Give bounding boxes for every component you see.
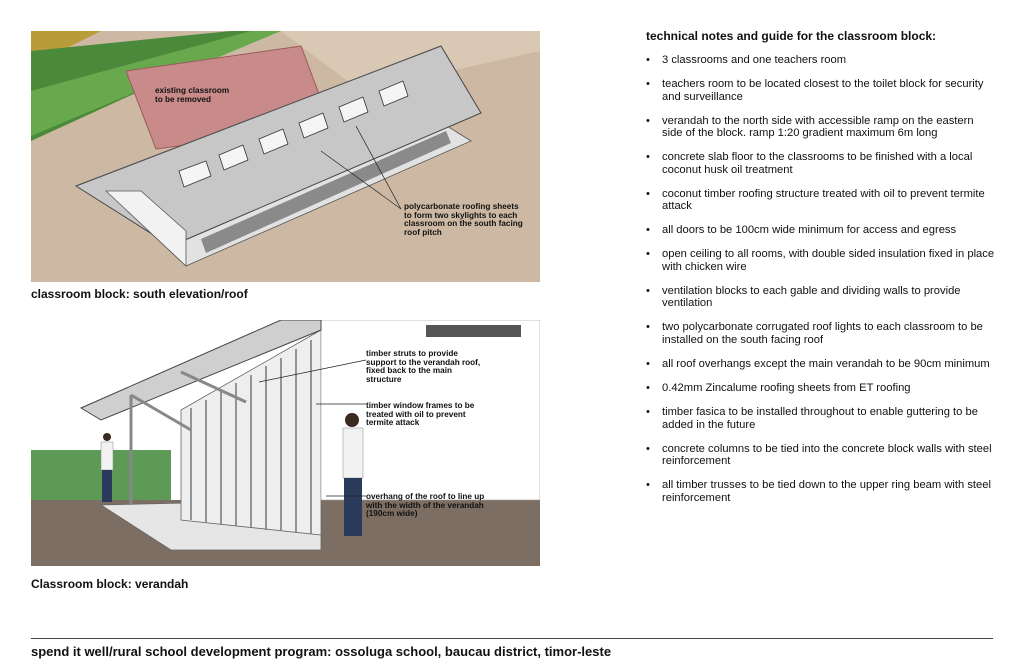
list-item bbox=[646, 321, 996, 346]
bullet: • bbox=[646, 248, 650, 261]
list-item-text: 0.42mm Zincalume roofing sheets from ET roofing bbox=[662, 382, 911, 394]
polycarbonate-annotation: polycarbonate roofing sheets to form two skylights to each classroom on the south facing roof pitch bbox=[404, 202, 523, 237]
south-elevation-caption: classroom block: south elevation/roof bbox=[31, 287, 248, 301]
list-item-text: all roof overhangs except the main verandah to be 90cm minimum bbox=[662, 358, 990, 371]
verandah-caption: Classroom block: verandah bbox=[31, 577, 189, 591]
list-item-text: 3 classrooms and one teachers room bbox=[662, 54, 847, 66]
list-item-text: two polycarbonate corrugated roof lights to each classroom to be installed on the south facing roof bbox=[662, 321, 983, 347]
list-item bbox=[646, 358, 996, 371]
window-frames-annotation: timber window frames to be treated with oil to prevent termite attack bbox=[366, 401, 475, 428]
list-item-text: concrete columns to be tied into the concrete block walls with steel reinforcement bbox=[662, 442, 992, 468]
bullet: • bbox=[646, 405, 650, 418]
list-item bbox=[646, 188, 996, 213]
bullet: • bbox=[646, 284, 650, 297]
list-item-text: concrete slab floor to the classrooms to be finished with a local coconut husk oil treatment bbox=[662, 151, 973, 176]
bullet: • bbox=[646, 54, 650, 66]
ventilation-block bbox=[426, 325, 521, 337]
bullet: • bbox=[646, 479, 650, 492]
list-item bbox=[646, 285, 996, 310]
list-item-text: teachers room to be located closest to the toilet block for security and surveillance bbox=[662, 77, 984, 103]
list-item bbox=[646, 54, 996, 67]
notes-title: technical notes and guide for the classroom block: bbox=[646, 29, 937, 43]
south-elevation-drawing bbox=[31, 31, 540, 282]
technical-notes bbox=[646, 29, 996, 516]
list-item bbox=[646, 224, 996, 237]
list-item bbox=[646, 248, 996, 273]
bullet: • bbox=[646, 114, 650, 127]
list-item-text: ventilation blocks to each gable and dividing walls to provide ventilation bbox=[662, 284, 961, 310]
list-item bbox=[646, 115, 996, 140]
list-item bbox=[646, 443, 996, 468]
person-right bbox=[343, 413, 363, 536]
list-item-text: coconut timber roofing structure treated with oil to prevent termite attack bbox=[662, 187, 985, 213]
notes-list bbox=[646, 54, 996, 504]
overhang-annotation: overhang of the roof to line up with the width of the verandah (190cm wide) bbox=[366, 492, 485, 519]
struts-annotation: timber struts to provide support to the verandah roof, fixed back to the main structure bbox=[366, 349, 481, 384]
list-item-text: open ceiling to all rooms, with double sided insulation fixed in place with chicken wire bbox=[662, 248, 995, 273]
list-item bbox=[646, 479, 996, 504]
south-elevation-figure bbox=[31, 31, 540, 282]
list-item bbox=[646, 78, 996, 103]
bullet: • bbox=[646, 382, 650, 394]
footer-divider bbox=[31, 638, 993, 639]
list-item bbox=[646, 151, 996, 176]
existing-classroom-annotation: existing classroom to be removed bbox=[155, 86, 230, 104]
list-item-text: timber fasica to be installed throughout to enable guttering to be added in the future bbox=[662, 405, 978, 431]
bullet: • bbox=[646, 442, 650, 455]
bullet: • bbox=[646, 151, 650, 164]
bullet: • bbox=[646, 321, 650, 334]
list-item bbox=[646, 382, 996, 395]
bullet: • bbox=[646, 77, 650, 90]
list-item-text: verandah to the north side with accessible ramp on the eastern side of the block. ramp 1:20 gradient maximum 6m long bbox=[662, 114, 974, 140]
list-item-text: all timber trusses to be tied down to the upper ring beam with steel reinforcement bbox=[662, 479, 991, 504]
bullet: • bbox=[646, 224, 650, 237]
footer-title: spend it well/rural school development program: ossoluga school, baucau district, timor-leste bbox=[31, 644, 612, 659]
verandah-figure bbox=[31, 320, 540, 566]
bullet: • bbox=[646, 187, 650, 200]
list-item bbox=[646, 406, 996, 431]
person-left bbox=[101, 433, 113, 502]
bullet: • bbox=[646, 358, 650, 371]
list-item-text: all doors to be 100cm wide minimum for access and egress bbox=[662, 224, 957, 237]
